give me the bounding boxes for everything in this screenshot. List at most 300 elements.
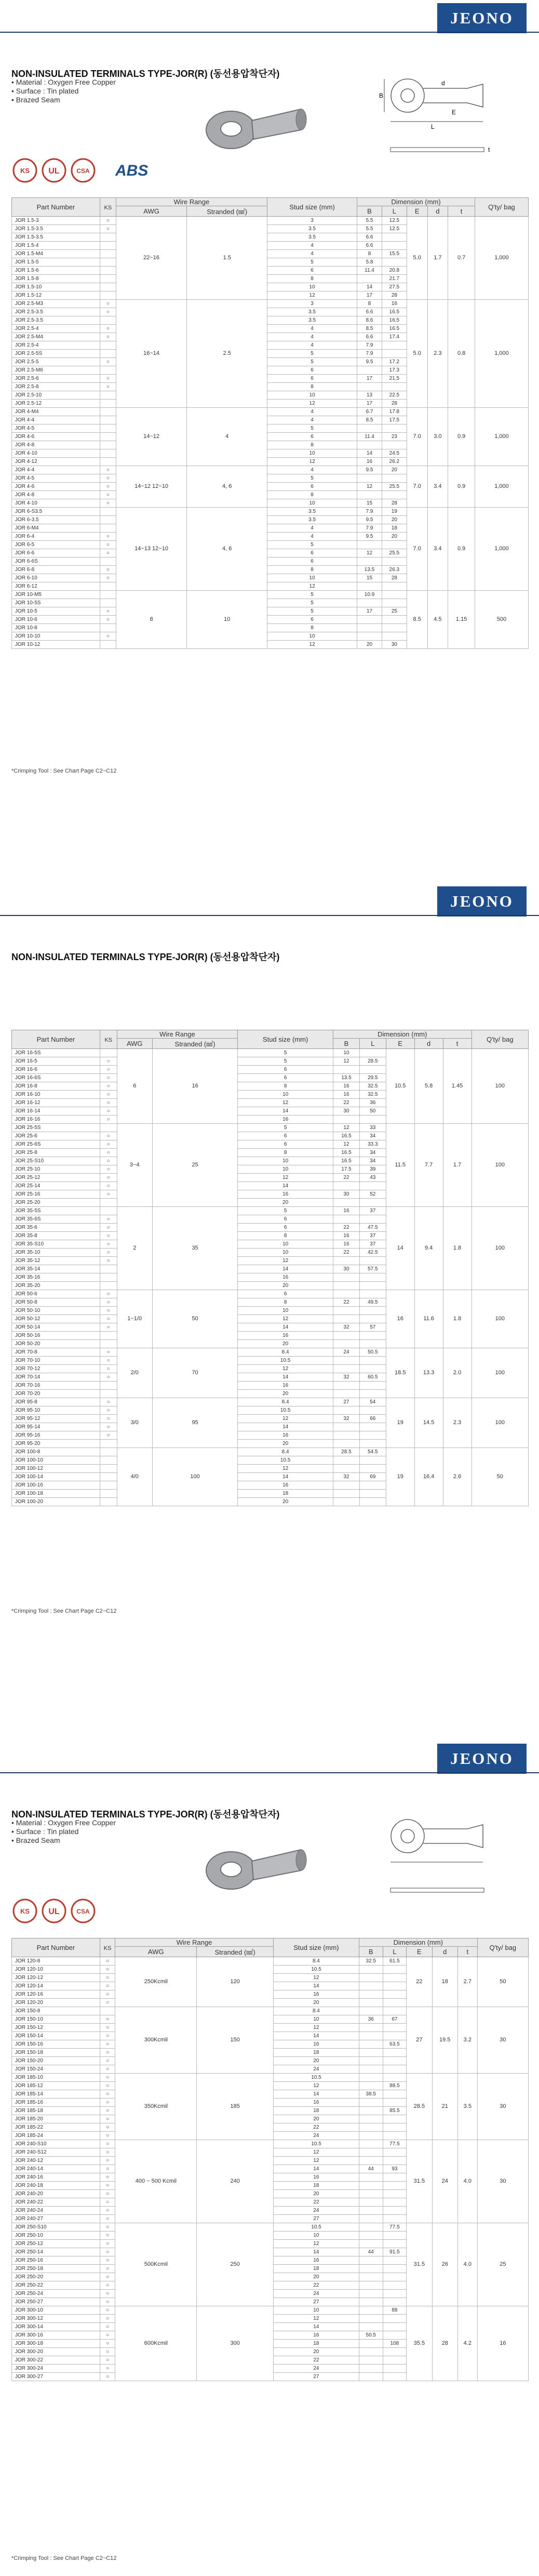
dim-b-cell <box>333 1307 360 1315</box>
th-d: d <box>427 206 448 217</box>
part-number-cell: JOR 16-6 <box>12 1066 100 1074</box>
qty-cell: 25 <box>477 2223 528 2306</box>
th-d: d <box>414 1039 443 1049</box>
ks-cell: ○ <box>100 574 116 582</box>
dim-l-cell <box>383 2173 407 2182</box>
dim-l-cell <box>383 2057 407 2065</box>
qty-cell: 16 <box>477 2306 528 2381</box>
part-number-cell: JOR 2.5-6 <box>12 375 100 383</box>
dim-b-cell <box>333 1440 360 1448</box>
part-number-cell: JOR 35-14 <box>12 1265 100 1273</box>
part-number-cell: JOR 25-10 <box>12 1165 100 1174</box>
stud-size-cell: 8 <box>238 1232 333 1240</box>
dim-b-cell <box>333 1365 360 1373</box>
dim-l-cell <box>359 1290 386 1298</box>
ks-cell <box>100 458 116 466</box>
ks-cell <box>100 424 116 433</box>
header-rule-3 <box>0 1772 539 1773</box>
part-number-cell: JOR 10-M5 <box>12 591 100 599</box>
part-number-cell: JOR 50-16 <box>12 1332 100 1340</box>
stranded-cell: 50 <box>152 1290 237 1348</box>
stud-size-cell: 20 <box>273 2057 359 2065</box>
stud-size-cell: 16 <box>238 1481 333 1490</box>
stud-size-cell: 10 <box>267 499 357 508</box>
part-number-cell: JOR 4-4 <box>12 466 100 474</box>
ks-cell: ○ <box>100 1365 117 1373</box>
dim-l-cell: 16.5 <box>382 316 407 325</box>
part-number-cell: JOR 150-24 <box>12 2065 100 2074</box>
dim-l-cell: 34 <box>359 1149 386 1157</box>
ks-cell <box>100 1465 117 1473</box>
stud-size-cell: 18 <box>238 1490 333 1498</box>
dim-l-cell: 50 <box>359 1107 386 1116</box>
dim-b-cell <box>359 2365 383 2373</box>
ks-cell: ○ <box>100 325 116 333</box>
dim-e-cell: 31.5 <box>407 2140 432 2223</box>
stud-size-cell: 24 <box>273 2207 359 2215</box>
part-number-cell: JOR 1.5-5 <box>12 258 100 267</box>
dim-l-cell: 52 <box>359 1190 386 1199</box>
dim-b-cell: 44 <box>359 2165 383 2173</box>
dim-l-cell: 57.5 <box>359 1265 386 1273</box>
dim-l-cell: 60.5 <box>359 1373 386 1382</box>
ks-cell: ○ <box>100 1423 117 1431</box>
dim-l-cell <box>382 491 407 499</box>
part-number-cell: JOR 300-20 <box>12 2348 100 2356</box>
crimping-note-2: *Crimping Tool : See Chart Page C2~C12 <box>11 1608 117 1614</box>
dim-l-cell: 50.5 <box>359 1348 386 1357</box>
dim-b-cell <box>333 1257 360 1265</box>
stud-size-cell: 6 <box>238 1215 333 1224</box>
dim-l-cell: 66 <box>359 1415 386 1423</box>
dim-l-cell <box>382 541 407 549</box>
part-number-cell: JOR 10-6 <box>12 616 100 624</box>
part-number-cell: JOR 1.5-3.5 <box>12 225 100 233</box>
part-number-cell: JOR 25-6 <box>12 1132 100 1140</box>
dim-b-cell: 12 <box>333 1140 360 1149</box>
section-3 <box>0 1741 539 2576</box>
ks-cell <box>100 582 116 591</box>
dim-t-cell: 0.8 <box>448 300 475 408</box>
part-number-cell: JOR 2.5-5S <box>12 350 100 358</box>
stud-size-cell: 10.5 <box>273 2074 359 2082</box>
ks-cell <box>100 350 116 358</box>
part-number-cell: JOR 95-16 <box>12 1431 100 1440</box>
part-number-cell: JOR 10-12 <box>12 641 100 649</box>
dim-b-cell: 32 <box>333 1415 360 1423</box>
stud-size-cell: 8 <box>238 1298 333 1307</box>
stranded-cell: 150 <box>197 2007 274 2074</box>
dim-l-cell: 67 <box>383 2015 407 2024</box>
dim-t-cell: 2.6 <box>443 1448 471 1506</box>
ks-cell: ○ <box>100 2223 115 2232</box>
dim-b-cell: 16.5 <box>333 1157 360 1165</box>
stud-size-cell: 4 <box>267 242 357 250</box>
ks-cell: ○ <box>100 1082 117 1091</box>
svg-text:CSA: CSA <box>76 167 90 175</box>
dim-b-cell <box>333 1340 360 1348</box>
ks-cell <box>100 1440 117 1448</box>
part-number-cell: JOR 250-12 <box>12 2240 100 2248</box>
dim-l-cell: 22.5 <box>382 391 407 400</box>
part-number-cell: JOR 16-12 <box>12 1099 100 1107</box>
dim-l-cell <box>383 2007 407 2015</box>
stud-size-cell: 5 <box>267 541 357 549</box>
part-number-cell: JOR 16-5 <box>12 1057 100 1066</box>
stud-size-cell: 10 <box>267 283 357 291</box>
part-number-cell: JOR 4-M4 <box>12 408 100 416</box>
part-number-cell: JOR 95-14 <box>12 1423 100 1431</box>
awg-cell: 300Kcmil <box>115 2007 197 2074</box>
dim-b-cell: 9.5 <box>357 533 382 541</box>
awg-cell: 500Kcmil <box>115 2223 197 2306</box>
table-row <box>12 2223 529 2232</box>
part-number-cell: JOR 25-14 <box>12 1182 100 1190</box>
stranded-cell: 95 <box>152 1398 237 1448</box>
dim-b-cell <box>357 624 382 632</box>
ks-cell: ○ <box>100 2306 115 2315</box>
dim-b-cell <box>333 1390 360 1398</box>
part-number-cell: JOR 50-10 <box>12 1307 100 1315</box>
stud-size-cell: 12 <box>238 1415 333 1423</box>
dim-b-cell: 22 <box>333 1298 360 1307</box>
dim-l-cell <box>383 2323 407 2331</box>
stud-size-cell: 12 <box>267 400 357 408</box>
part-number-cell: JOR 150-16 <box>12 2040 100 2049</box>
dim-b-cell <box>359 2190 383 2198</box>
dim-l-cell: 19 <box>382 508 407 516</box>
ks-cell: ○ <box>100 2099 115 2107</box>
part-number-cell: JOR 35-20 <box>12 1282 100 1290</box>
part-number-cell: JOR 25-6S <box>12 1140 100 1149</box>
part-number-cell: JOR 150-12 <box>12 2024 100 2032</box>
dim-b-cell: 8.5 <box>357 325 382 333</box>
dim-l-cell: 17.8 <box>382 408 407 416</box>
th-wire-range: Wire Range <box>116 198 267 206</box>
dim-b-cell: 6.7 <box>357 408 382 416</box>
dim-l-cell <box>383 1966 407 1974</box>
part-number-cell: JOR 4-8 <box>12 491 100 499</box>
part-number-cell: JOR 300-27 <box>12 2373 100 2381</box>
ks-cell: ○ <box>100 1990 115 1999</box>
ks-cell <box>100 366 116 375</box>
stud-size-cell: 4 <box>267 333 357 341</box>
dim-l-cell <box>383 2356 407 2365</box>
part-number-cell: JOR 300-12 <box>12 2315 100 2323</box>
ks-cell: ○ <box>100 2248 115 2256</box>
dim-d-cell: 7.7 <box>414 1124 443 1207</box>
stud-size-cell: 6 <box>267 267 357 275</box>
dim-l-cell <box>359 1390 386 1398</box>
stud-size-cell: 16 <box>273 2173 359 2182</box>
ks-cell: ○ <box>100 1107 117 1116</box>
ks-cell: ○ <box>100 466 116 474</box>
dim-e-cell: 27 <box>407 2007 432 2074</box>
ks-cell <box>100 400 116 408</box>
part-number-cell: JOR 100-8 <box>12 1448 100 1456</box>
stud-size-cell: 8 <box>238 1149 333 1157</box>
dim-b-cell <box>333 1116 360 1124</box>
dim-b-cell <box>359 2215 383 2223</box>
stud-size-cell: 14 <box>238 1473 333 1481</box>
dim-b-cell: 17 <box>357 291 382 300</box>
dim-d-cell: 5.8 <box>414 1049 443 1124</box>
th-awg: AWG <box>117 1039 152 1049</box>
dim-b-cell <box>359 2356 383 2365</box>
dim-b-cell <box>359 2007 383 2015</box>
table-row <box>12 2306 529 2315</box>
table-row <box>12 1348 529 1357</box>
dim-l-cell <box>359 1481 386 1490</box>
ks-cell <box>100 1199 117 1207</box>
part-number-cell: JOR 25-8 <box>12 1149 100 1157</box>
qty-cell: 1,000 <box>475 408 528 466</box>
dim-l-cell <box>383 1999 407 2007</box>
stud-size-cell: 3.5 <box>267 516 357 524</box>
dim-d-cell: 16.4 <box>414 1448 443 1506</box>
dim-b-cell: 12 <box>333 1057 360 1066</box>
svg-text:KS: KS <box>20 167 30 175</box>
dim-t-cell: 0.7 <box>448 217 475 300</box>
dim-l-cell <box>382 474 407 483</box>
part-number-cell: JOR 25-16 <box>12 1190 100 1199</box>
dim-l-cell <box>383 2024 407 2032</box>
ks-cell: ○ <box>100 2348 115 2356</box>
stud-size-cell: 14 <box>273 2090 359 2099</box>
ks-cell <box>100 408 116 416</box>
spec-material: • Material : Oxygen Free Copper <box>11 78 116 87</box>
dim-l-cell <box>383 2331 407 2340</box>
dim-t-cell: 0.9 <box>448 408 475 466</box>
ks-cell: ○ <box>100 2173 115 2182</box>
part-number-cell: JOR 95-8 <box>12 1398 100 1406</box>
stud-size-cell: 12 <box>273 2315 359 2323</box>
dim-l-cell <box>359 1315 386 1323</box>
dim-b-cell: 17.5 <box>333 1165 360 1174</box>
dim-l-cell: 24.5 <box>382 449 407 458</box>
stud-size-cell: 24 <box>273 2065 359 2074</box>
stud-size-cell: 10.5 <box>238 1456 333 1465</box>
dim-b-cell <box>333 1431 360 1440</box>
ks-cell <box>100 275 116 283</box>
th-b: B <box>333 1039 360 1049</box>
ks-cell: ○ <box>100 2132 115 2140</box>
part-number-cell: JOR 4-10 <box>12 449 100 458</box>
dim-b-cell <box>359 2173 383 2182</box>
stud-size-cell: 6 <box>267 483 357 491</box>
dim-b-cell <box>357 599 382 607</box>
dim-d-cell: 3.4 <box>427 466 448 508</box>
dim-b-cell <box>359 2290 383 2298</box>
crimping-note-1: *Crimping Tool : See Chart Page C2~C12 <box>11 768 117 774</box>
part-number-cell: JOR 95-12 <box>12 1415 100 1423</box>
qty-cell: 100 <box>471 1124 528 1207</box>
part-number-cell: JOR 300-18 <box>12 2340 100 2348</box>
dim-t-cell: 3.2 <box>457 2007 477 2074</box>
dim-l-cell: 25 <box>382 607 407 616</box>
dim-l-cell <box>383 2190 407 2198</box>
dim-b-cell: 32.5 <box>359 1957 383 1966</box>
dim-l-cell <box>359 1282 386 1290</box>
stud-size-cell: 10.5 <box>273 1966 359 1974</box>
part-number-cell: JOR 2.5-M6 <box>12 366 100 375</box>
dim-e-cell: 28.5 <box>407 2074 432 2140</box>
dim-l-cell: 20 <box>382 466 407 474</box>
stud-size-cell: 20 <box>238 1390 333 1398</box>
dim-b-cell: 11.4 <box>357 433 382 441</box>
stud-size-cell: 3.5 <box>267 316 357 325</box>
dim-l-cell: 17.3 <box>382 366 407 375</box>
table-row <box>12 217 529 225</box>
dim-b-cell <box>359 2065 383 2074</box>
ks-cell <box>100 250 116 258</box>
part-number-cell: JOR 6-M4 <box>12 524 100 533</box>
qty-cell: 100 <box>471 1207 528 1290</box>
ks-cell: ○ <box>100 1982 115 1990</box>
ks-cell <box>100 624 116 632</box>
dim-l-cell <box>383 2032 407 2040</box>
dim-b-cell <box>333 1290 360 1298</box>
stud-size-cell: 5 <box>238 1207 333 1215</box>
dim-l-cell <box>359 1498 386 1506</box>
table-row <box>12 466 529 474</box>
part-number-cell: JOR 25-20 <box>12 1199 100 1207</box>
stud-size-cell: 8 <box>267 383 357 391</box>
part-number-cell: JOR 240-16 <box>12 2173 100 2182</box>
table-row <box>12 1124 529 1132</box>
svg-text:KS: KS <box>20 1907 30 1915</box>
dim-l-cell <box>359 1273 386 1282</box>
dim-l-cell: 21.7 <box>382 275 407 283</box>
part-number-cell: JOR 35-5S <box>12 1207 100 1215</box>
dim-b-cell: 7.9 <box>357 350 382 358</box>
part-number-cell: JOR 70-14 <box>12 1373 100 1382</box>
dim-b-cell <box>359 1966 383 1974</box>
ks-cell <box>100 1448 117 1456</box>
dim-b-cell: 6.6 <box>357 233 382 242</box>
ks-cell <box>100 1490 117 1498</box>
stud-size-cell: 14 <box>238 1107 333 1116</box>
dim-l-cell <box>382 341 407 350</box>
part-number-cell: JOR 70-16 <box>12 1382 100 1390</box>
dim-l-cell: 20 <box>382 516 407 524</box>
dim-b-cell: 11.4 <box>357 267 382 275</box>
ks-cell: ○ <box>100 2148 115 2157</box>
stud-size-cell: 8.4 <box>273 1957 359 1966</box>
table-row <box>12 2007 529 2015</box>
jeono-logo-2: JEONO <box>437 886 527 917</box>
stud-size-cell: 3 <box>267 217 357 225</box>
part-number-cell: JOR 2.5-12 <box>12 400 100 408</box>
stud-size-cell: 5 <box>267 350 357 358</box>
dim-l-cell: 17.5 <box>382 416 407 424</box>
th-stranded: Stranded (㎟) <box>152 1039 237 1049</box>
section-2 <box>0 883 539 1741</box>
dim-b-cell: 16 <box>333 1082 360 1091</box>
stud-size-cell: 12 <box>273 2157 359 2165</box>
stud-size-cell: 8.4 <box>238 1398 333 1406</box>
dim-l-cell: 108 <box>383 2340 407 2348</box>
awg-cell: 600Kcmil <box>115 2306 197 2381</box>
dim-l-cell <box>383 2240 407 2248</box>
stud-size-cell: 6 <box>267 616 357 624</box>
dim-b-cell <box>359 2123 383 2132</box>
dim-l-cell: 28 <box>382 400 407 408</box>
dim-b-cell <box>359 2232 383 2240</box>
dim-e-cell: 35.5 <box>407 2306 432 2381</box>
ks-cell: ○ <box>100 1174 117 1182</box>
stud-size-cell: 3.5 <box>267 233 357 242</box>
dim-b-cell: 14 <box>357 283 382 291</box>
stud-size-cell: 20 <box>238 1440 333 1448</box>
ks-cell: ○ <box>100 2157 115 2165</box>
ks-cell: ○ <box>100 1140 117 1149</box>
dim-d-cell: 13.3 <box>414 1348 443 1398</box>
ks-cell: ○ <box>100 333 116 341</box>
dim-l-cell: 28.5 <box>359 1057 386 1066</box>
th-stranded: Stranded (㎟) <box>187 206 267 217</box>
stud-size-cell: 27 <box>273 2298 359 2306</box>
part-number-cell: JOR 2.5-M3 <box>12 300 100 308</box>
ks-cell: ○ <box>100 483 116 491</box>
dim-b-cell: 8 <box>357 250 382 258</box>
ks-cell: ○ <box>100 2123 115 2132</box>
stud-size-cell: 10 <box>238 1165 333 1174</box>
dim-l-cell <box>383 2049 407 2057</box>
dim-b-cell <box>357 383 382 391</box>
stud-size-cell: 4 <box>267 466 357 474</box>
dim-l-cell <box>383 1974 407 1982</box>
ks-cell <box>100 516 116 524</box>
th-dimension: Dimension (mm) <box>357 198 475 206</box>
dim-b-cell <box>357 541 382 549</box>
part-number-cell: JOR 250-24 <box>12 2290 100 2298</box>
part-number-cell: JOR 300-22 <box>12 2356 100 2365</box>
table-row <box>12 1398 529 1406</box>
dim-l-cell: 93 <box>383 2165 407 2173</box>
th-l: L <box>383 1947 407 1957</box>
stud-size-cell: 8.4 <box>238 1448 333 1456</box>
stud-size-cell: 10 <box>267 574 357 582</box>
stud-size-cell: 4 <box>267 341 357 350</box>
part-number-cell: JOR 10-8 <box>12 624 100 632</box>
dim-b-cell: 12 <box>357 483 382 491</box>
part-number-cell: JOR 10-10 <box>12 632 100 641</box>
table-row <box>12 1049 529 1057</box>
ks-cell: ○ <box>100 1132 117 1140</box>
dim-l-cell: 16 <box>382 300 407 308</box>
stud-size-cell: 6 <box>267 375 357 383</box>
part-number-cell: JOR 4-12 <box>12 458 100 466</box>
dim-b-cell: 22 <box>333 1174 360 1182</box>
table-row <box>12 2140 529 2148</box>
dim-b-cell <box>333 1406 360 1415</box>
part-number-cell: JOR 50-8 <box>12 1298 100 1307</box>
dim-l-cell <box>359 1257 386 1265</box>
stud-size-cell: 8 <box>267 275 357 283</box>
part-number-cell: JOR 250-20 <box>12 2273 100 2281</box>
dim-e-cell: 8.5 <box>407 591 427 649</box>
part-number-cell: JOR 1.5-6 <box>12 267 100 275</box>
ks-cell: ○ <box>100 2290 115 2298</box>
dimension-diagram <box>379 64 519 168</box>
stranded-cell: 250 <box>197 2223 274 2306</box>
ks-cell: ○ <box>100 1066 117 1074</box>
part-number-cell: JOR 16-8 <box>12 1082 100 1091</box>
part-number-cell: JOR 10-5S <box>12 599 100 607</box>
dim-b-cell: 30 <box>333 1107 360 1116</box>
dim-b-cell <box>333 1332 360 1340</box>
